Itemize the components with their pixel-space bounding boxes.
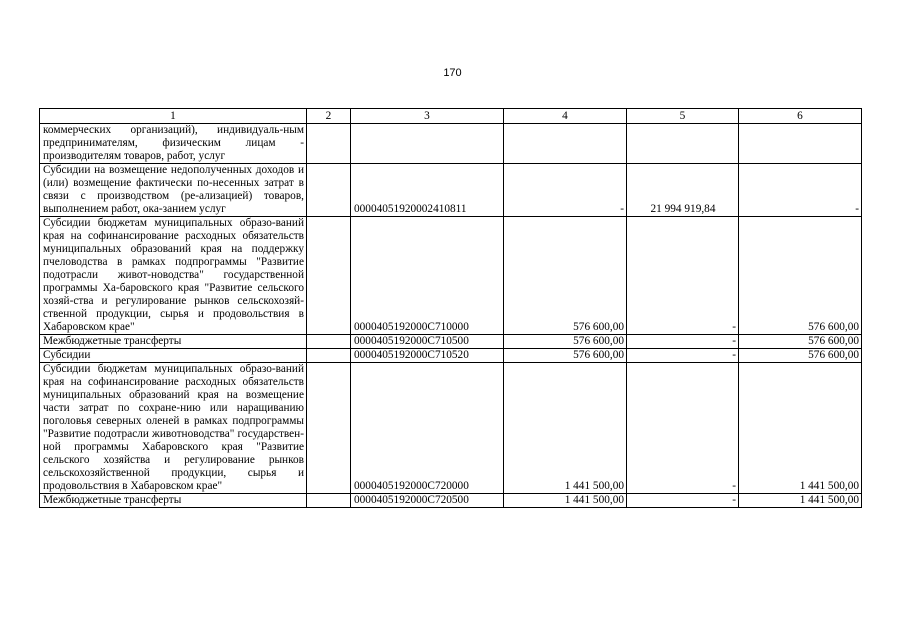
row-col4: - (504, 164, 627, 217)
row-col6: 1 441 500,00 (739, 494, 862, 508)
row-col2 (307, 335, 351, 349)
row-code: 0000405192000С720000 (351, 363, 504, 494)
row-code (351, 124, 504, 164)
column-header-2: 2 (307, 109, 351, 124)
row-name: Субсидии бюджетам муниципальных образо-ваний края на софинансирование расходных обязательств муниципальных образований края на возмещение части затрат по сохране-нию или наращиванию поголовья северных оленей в рамках подпрограммы "Развитие подотрасли животноводства" государствен-ной программы Хабаровского края "Развитие сельского хозяйства и регулирование рынков сельскохозяйственной продукции, сырья и продовольствия в Хабаровском крае" (40, 363, 307, 494)
column-header-3: 3 (351, 109, 504, 124)
column-header-1: 1 (40, 109, 307, 124)
header-row (40, 109, 862, 124)
table-row (40, 217, 862, 335)
row-col4: 1 441 500,00 (504, 363, 627, 494)
row-col4: 576 600,00 (504, 335, 627, 349)
row-col2 (307, 349, 351, 363)
row-name: Субсидии бюджетам муниципальных образо-ваний края на софинансирование расходных обязательств муниципальных образований края на поддержку пчеловодства в рамках подпрограммы "Развитие подотрасли живот-новодства" государственной программы Ха-баровского края "Развитие сельского хозяй-ства и регулирование рынков сельскохозяй-ственной продукции, сырья и продовольствия в Хабаровском крае" (40, 217, 307, 335)
table-row (40, 363, 862, 494)
row-col4: 576 600,00 (504, 217, 627, 335)
column-header-5: 5 (627, 109, 739, 124)
row-code: 0000405192000С720500 (351, 494, 504, 508)
table-row (40, 124, 862, 164)
row-col4: 576 600,00 (504, 349, 627, 363)
row-col5: - (627, 494, 739, 508)
column-header-6: 6 (739, 109, 862, 124)
budget-table (39, 108, 862, 508)
row-col5: - (627, 363, 739, 494)
row-name: Субсидии на возмещение недополученных доходов и (или) возмещение фактически по-несенных затрат в связи с производством (ре-ализацией) товаров, выполнением работ, ока-занием услуг (40, 164, 307, 217)
row-col6: - (739, 164, 862, 217)
row-col5: 21 994 919,84 (627, 164, 739, 217)
table-row (40, 335, 862, 349)
page-number: 170 (443, 67, 462, 79)
row-col4: 1 441 500,00 (504, 494, 627, 508)
row-name: Субсидии (40, 349, 307, 363)
row-code: 0000405192000С710500 (351, 335, 504, 349)
row-col2 (307, 363, 351, 494)
row-code: 0000405192000С710520 (351, 349, 504, 363)
row-col6 (739, 124, 862, 164)
row-col2 (307, 217, 351, 335)
row-col4 (504, 124, 627, 164)
table-row (40, 494, 862, 508)
column-header-4: 4 (504, 109, 627, 124)
table-row (40, 349, 862, 363)
row-col6: 576 600,00 (739, 335, 862, 349)
row-col5 (627, 124, 739, 164)
row-col6: 576 600,00 (739, 349, 862, 363)
row-col2 (307, 124, 351, 164)
row-name: Межбюджетные трансферты (40, 335, 307, 349)
row-col5: - (627, 335, 739, 349)
row-col2 (307, 164, 351, 217)
row-code: 00004051920002410811 (351, 164, 504, 217)
row-col5: - (627, 217, 739, 335)
row-col6: 576 600,00 (739, 217, 862, 335)
row-code: 0000405192000С710000 (351, 217, 504, 335)
row-col5: - (627, 349, 739, 363)
table-row (40, 164, 862, 217)
row-name: Межбюджетные трансферты (40, 494, 307, 508)
row-col6: 1 441 500,00 (739, 363, 862, 494)
row-name: коммерческих организаций), индивидуаль-ным предпринимателям, физическим лицам - производителям товаров, работ, услуг (40, 124, 307, 164)
row-col2 (307, 494, 351, 508)
